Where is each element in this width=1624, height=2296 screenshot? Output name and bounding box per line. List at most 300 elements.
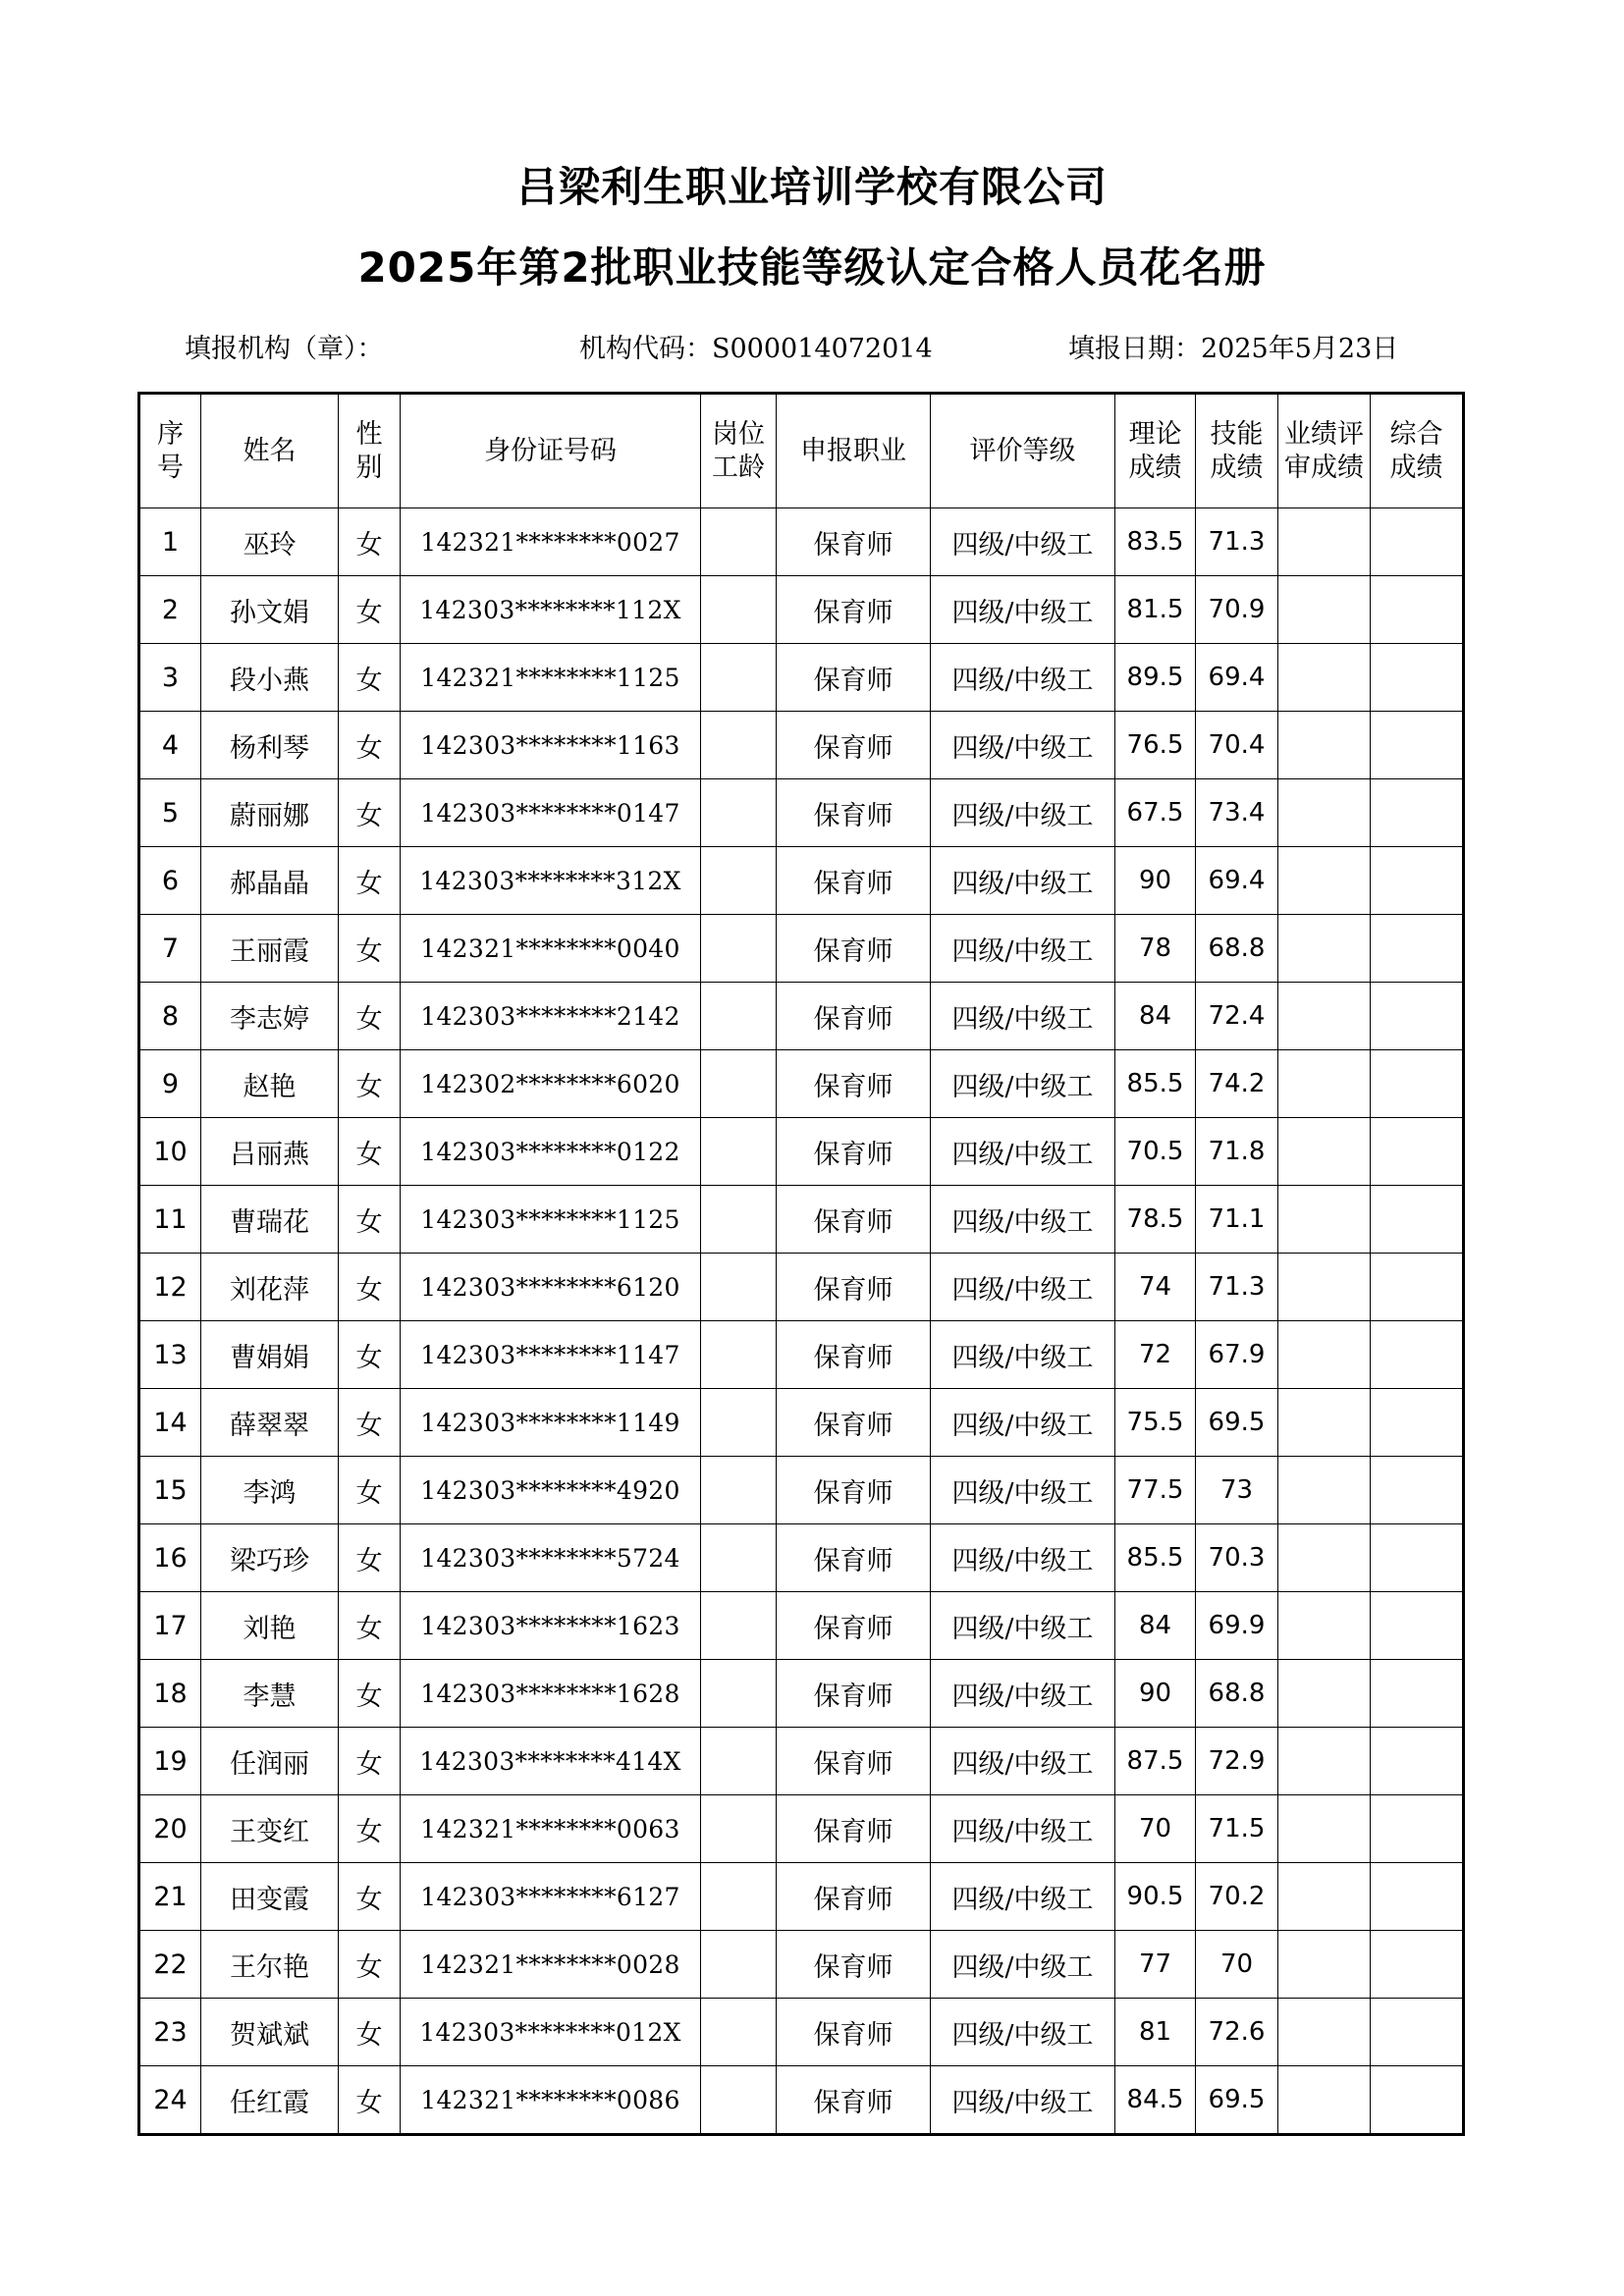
cell-no: 6 (139, 847, 201, 915)
cell-seniority (701, 576, 777, 644)
cell-name: 巫玲 (201, 508, 339, 576)
cell-occupation: 保育师 (777, 576, 931, 644)
cell-seniority (701, 1389, 777, 1457)
table-row (139, 508, 1464, 576)
cell-performance-score (1278, 712, 1371, 779)
cell-seniority (701, 644, 777, 712)
cell-overall-score (1371, 644, 1464, 712)
table-row (139, 847, 1464, 915)
cell-name: 吕丽燕 (201, 1118, 339, 1186)
cell-skill-score: 71.3 (1196, 1254, 1278, 1321)
cell-no: 5 (139, 779, 201, 847)
cell-level: 四级/中级工 (931, 779, 1115, 847)
cell-id-number: 142303********0122 (401, 1118, 701, 1186)
cell-gender: 女 (339, 1728, 401, 1795)
cell-seniority (701, 1186, 777, 1254)
cell-gender: 女 (339, 915, 401, 983)
cell-id-number: 142303********1149 (401, 1389, 701, 1457)
cell-no: 10 (139, 1118, 201, 1186)
cell-occupation: 保育师 (777, 1592, 931, 1660)
table-row (139, 1254, 1464, 1321)
cell-gender: 女 (339, 1863, 401, 1931)
cell-seniority (701, 1795, 777, 1863)
cell-level: 四级/中级工 (931, 1931, 1115, 1999)
cell-gender: 女 (339, 983, 401, 1050)
cell-skill-score: 69.5 (1196, 1389, 1278, 1457)
cell-theory-score: 84 (1115, 1592, 1196, 1660)
cell-gender: 女 (339, 847, 401, 915)
cell-seniority (701, 1660, 777, 1728)
cell-skill-score: 72.6 (1196, 1999, 1278, 2066)
cell-level: 四级/中级工 (931, 1321, 1115, 1389)
cell-overall-score (1371, 1389, 1464, 1457)
cell-id-number: 142303********1623 (401, 1592, 701, 1660)
cell-id-number: 142303********012X (401, 1999, 701, 2066)
cell-no: 18 (139, 1660, 201, 1728)
header-theory-score: 理论成绩 (1115, 394, 1196, 508)
cell-seniority (701, 1728, 777, 1795)
table-row (139, 1389, 1464, 1457)
table-row (139, 1728, 1464, 1795)
cell-gender: 女 (339, 1931, 401, 1999)
table-row (139, 1118, 1464, 1186)
cell-performance-score (1278, 915, 1371, 983)
cell-name: 任红霞 (201, 2066, 339, 2135)
cell-theory-score: 77 (1115, 1931, 1196, 1999)
cell-id-number: 142302********6020 (401, 1050, 701, 1118)
document-title: 吕梁利生职业培训学校有限公司 (515, 163, 1108, 211)
cell-id-number: 142303********6120 (401, 1254, 701, 1321)
cell-gender: 女 (339, 1389, 401, 1457)
cell-seniority (701, 712, 777, 779)
cell-overall-score (1371, 847, 1464, 915)
cell-skill-score: 70.3 (1196, 1524, 1278, 1592)
cell-overall-score (1371, 508, 1464, 576)
cell-overall-score (1371, 1592, 1464, 1660)
cell-no: 3 (139, 644, 201, 712)
fill-date: 填报日期：2025年5月23日 (1068, 334, 1399, 364)
cell-overall-score (1371, 712, 1464, 779)
table-row (139, 1863, 1464, 1931)
cell-gender: 女 (339, 779, 401, 847)
cell-gender: 女 (339, 1524, 401, 1592)
cell-seniority (701, 779, 777, 847)
cell-theory-score: 76.5 (1115, 712, 1196, 779)
cell-no: 13 (139, 1321, 201, 1389)
cell-level: 四级/中级工 (931, 1254, 1115, 1321)
cell-no: 16 (139, 1524, 201, 1592)
cell-gender: 女 (339, 1118, 401, 1186)
cell-theory-score: 67.5 (1115, 779, 1196, 847)
cell-no: 20 (139, 1795, 201, 1863)
cell-skill-score: 70 (1196, 1931, 1278, 1999)
cell-skill-score: 72.4 (1196, 983, 1278, 1050)
cell-skill-score: 69.9 (1196, 1592, 1278, 1660)
cell-gender: 女 (339, 1795, 401, 1863)
cell-no: 21 (139, 1863, 201, 1931)
cell-performance-score (1278, 1050, 1371, 1118)
table-row (139, 1050, 1464, 1118)
cell-level: 四级/中级工 (931, 2066, 1115, 2135)
cell-no: 7 (139, 915, 201, 983)
cell-performance-score (1278, 576, 1371, 644)
cell-level: 四级/中级工 (931, 1728, 1115, 1795)
cell-overall-score (1371, 1050, 1464, 1118)
cell-performance-score (1278, 779, 1371, 847)
cell-level: 四级/中级工 (931, 576, 1115, 644)
cell-gender: 女 (339, 712, 401, 779)
cell-name: 郝晶晶 (201, 847, 339, 915)
cell-name: 段小燕 (201, 644, 339, 712)
cell-occupation: 保育师 (777, 712, 931, 779)
cell-theory-score: 84 (1115, 983, 1196, 1050)
cell-id-number: 142303********414X (401, 1728, 701, 1795)
cell-seniority (701, 1524, 777, 1592)
cell-gender: 女 (339, 1050, 401, 1118)
cell-id-number: 142321********0086 (401, 2066, 701, 2135)
cell-no: 11 (139, 1186, 201, 1254)
cell-theory-score: 78 (1115, 915, 1196, 983)
cell-seniority (701, 847, 777, 915)
cell-occupation: 保育师 (777, 1389, 931, 1457)
cell-level: 四级/中级工 (931, 1186, 1115, 1254)
cell-overall-score (1371, 1321, 1464, 1389)
cell-overall-score (1371, 1999, 1464, 2066)
cell-overall-score (1371, 1186, 1464, 1254)
cell-occupation: 保育师 (777, 1728, 931, 1795)
cell-theory-score: 77.5 (1115, 1457, 1196, 1524)
cell-name: 王丽霞 (201, 915, 339, 983)
cell-overall-score (1371, 576, 1464, 644)
cell-skill-score: 72.9 (1196, 1728, 1278, 1795)
cell-skill-score: 69.5 (1196, 2066, 1278, 2135)
document-subtitle: 2025年第2批职业技能等级认定合格人员花名册 (357, 243, 1267, 292)
cell-occupation: 保育师 (777, 1118, 931, 1186)
cell-skill-score: 70.4 (1196, 712, 1278, 779)
cell-id-number: 142303********1147 (401, 1321, 701, 1389)
cell-seniority (701, 1863, 777, 1931)
cell-gender: 女 (339, 1592, 401, 1660)
table-row (139, 983, 1464, 1050)
cell-no: 2 (139, 576, 201, 644)
cell-seniority (701, 508, 777, 576)
cell-level: 四级/中级工 (931, 1524, 1115, 1592)
cell-skill-score: 70.9 (1196, 576, 1278, 644)
cell-performance-score (1278, 1524, 1371, 1592)
cell-performance-score (1278, 508, 1371, 576)
cell-overall-score (1371, 779, 1464, 847)
cell-skill-score: 69.4 (1196, 644, 1278, 712)
cell-no: 17 (139, 1592, 201, 1660)
cell-id-number: 142303********5724 (401, 1524, 701, 1592)
cell-performance-score (1278, 1321, 1371, 1389)
cell-gender: 女 (339, 576, 401, 644)
header-name: 姓名 (201, 394, 339, 508)
cell-name: 李鸿 (201, 1457, 339, 1524)
cell-theory-score: 74 (1115, 1254, 1196, 1321)
cell-level: 四级/中级工 (931, 847, 1115, 915)
cell-occupation: 保育师 (777, 1524, 931, 1592)
cell-seniority (701, 915, 777, 983)
cell-occupation: 保育师 (777, 847, 931, 915)
table-row (139, 1321, 1464, 1389)
cell-id-number: 142321********0027 (401, 508, 701, 576)
header-level: 评价等级 (931, 394, 1115, 508)
cell-gender: 女 (339, 644, 401, 712)
cell-occupation: 保育师 (777, 1795, 931, 1863)
cell-level: 四级/中级工 (931, 983, 1115, 1050)
cell-seniority (701, 1457, 777, 1524)
table-row (139, 712, 1464, 779)
cell-no: 14 (139, 1389, 201, 1457)
cell-no: 23 (139, 1999, 201, 2066)
cell-no: 8 (139, 983, 201, 1050)
table-row (139, 1931, 1464, 1999)
cell-name: 王变红 (201, 1795, 339, 1863)
cell-seniority (701, 1321, 777, 1389)
cell-id-number: 142303********1163 (401, 712, 701, 779)
cell-seniority (701, 1050, 777, 1118)
cell-skill-score: 71.5 (1196, 1795, 1278, 1863)
cell-id-number: 142303********1125 (401, 1186, 701, 1254)
cell-level: 四级/中级工 (931, 712, 1115, 779)
cell-theory-score: 83.5 (1115, 508, 1196, 576)
cell-performance-score (1278, 1186, 1371, 1254)
header-id-number: 身份证号码 (401, 394, 701, 508)
cell-name: 田变霞 (201, 1863, 339, 1931)
cell-no: 22 (139, 1931, 201, 1999)
cell-gender: 女 (339, 1457, 401, 1524)
cell-occupation: 保育师 (777, 1863, 931, 1931)
cell-name: 王尔艳 (201, 1931, 339, 1999)
cell-name: 刘艳 (201, 1592, 339, 1660)
cell-name: 刘花萍 (201, 1254, 339, 1321)
cell-occupation: 保育师 (777, 1050, 931, 1118)
header-overall-score: 综合成绩 (1371, 394, 1464, 508)
cell-skill-score: 67.9 (1196, 1321, 1278, 1389)
table-row (139, 779, 1464, 847)
cell-performance-score (1278, 983, 1371, 1050)
cell-level: 四级/中级工 (931, 1592, 1115, 1660)
cell-theory-score: 84.5 (1115, 2066, 1196, 2135)
cell-occupation: 保育师 (777, 779, 931, 847)
table-row (139, 644, 1464, 712)
cell-performance-score (1278, 1931, 1371, 1999)
table-row (139, 1660, 1464, 1728)
cell-overall-score (1371, 2066, 1464, 2135)
cell-id-number: 142321********0028 (401, 1931, 701, 1999)
cell-occupation: 保育师 (777, 983, 931, 1050)
cell-level: 四级/中级工 (931, 644, 1115, 712)
cell-skill-score: 70.2 (1196, 1863, 1278, 1931)
cell-occupation: 保育师 (777, 1660, 931, 1728)
cell-overall-score (1371, 1254, 1464, 1321)
cell-performance-score (1278, 2066, 1371, 2135)
cell-name: 曹娟娟 (201, 1321, 339, 1389)
cell-overall-score (1371, 1660, 1464, 1728)
cell-level: 四级/中级工 (931, 1863, 1115, 1931)
header-occupation: 申报职业 (777, 394, 931, 508)
cell-occupation: 保育师 (777, 508, 931, 576)
cell-gender: 女 (339, 508, 401, 576)
cell-theory-score: 89.5 (1115, 644, 1196, 712)
cell-no: 15 (139, 1457, 201, 1524)
cell-performance-score (1278, 644, 1371, 712)
cell-skill-score: 68.8 (1196, 915, 1278, 983)
table-row (139, 576, 1464, 644)
cell-seniority (701, 2066, 777, 2135)
cell-occupation: 保育师 (777, 2066, 931, 2135)
cell-id-number: 142321********1125 (401, 644, 701, 712)
cell-theory-score: 90.5 (1115, 1863, 1196, 1931)
cell-overall-score (1371, 1118, 1464, 1186)
cell-name: 蔚丽娜 (201, 779, 339, 847)
cell-no: 24 (139, 2066, 201, 2135)
cell-overall-score (1371, 1457, 1464, 1524)
cell-seniority (701, 1592, 777, 1660)
cell-theory-score: 81.5 (1115, 576, 1196, 644)
header-seniority: 岗位工龄 (701, 394, 777, 508)
cell-performance-score (1278, 1389, 1371, 1457)
cell-level: 四级/中级工 (931, 1389, 1115, 1457)
header-no: 序号 (139, 394, 201, 508)
table-row (139, 1186, 1464, 1254)
cell-overall-score (1371, 983, 1464, 1050)
cell-no: 9 (139, 1050, 201, 1118)
table-row (139, 2066, 1464, 2135)
cell-id-number: 142303********112X (401, 576, 701, 644)
cell-theory-score: 78.5 (1115, 1186, 1196, 1254)
cell-gender: 女 (339, 2066, 401, 2135)
cell-theory-score: 90 (1115, 1660, 1196, 1728)
cell-theory-score: 85.5 (1115, 1524, 1196, 1592)
cell-overall-score (1371, 1524, 1464, 1592)
cell-seniority (701, 1118, 777, 1186)
cell-skill-score: 71.1 (1196, 1186, 1278, 1254)
cell-performance-score (1278, 1592, 1371, 1660)
table-row (139, 1524, 1464, 1592)
cell-performance-score (1278, 1118, 1371, 1186)
cell-level: 四级/中级工 (931, 1999, 1115, 2066)
cell-performance-score (1278, 1457, 1371, 1524)
cell-id-number: 142303********0147 (401, 779, 701, 847)
cell-theory-score: 87.5 (1115, 1728, 1196, 1795)
organization-code: 机构代码：S000014072014 (579, 334, 933, 364)
table-row (139, 1457, 1464, 1524)
cell-id-number: 142321********0063 (401, 1795, 701, 1863)
header-performance-score: 业绩评审成绩 (1278, 394, 1371, 508)
cell-level: 四级/中级工 (931, 508, 1115, 576)
cell-occupation: 保育师 (777, 1999, 931, 2066)
header-gender: 性别 (339, 394, 401, 508)
cell-id-number: 142303********312X (401, 847, 701, 915)
cell-performance-score (1278, 847, 1371, 915)
cell-seniority (701, 1254, 777, 1321)
cell-performance-score (1278, 1999, 1371, 2066)
cell-no: 12 (139, 1254, 201, 1321)
cell-skill-score: 74.2 (1196, 1050, 1278, 1118)
cell-theory-score: 85.5 (1115, 1050, 1196, 1118)
cell-id-number: 142303********4920 (401, 1457, 701, 1524)
cell-id-number: 142303********2142 (401, 983, 701, 1050)
table-header-row (139, 394, 1464, 508)
cell-skill-score: 68.8 (1196, 1660, 1278, 1728)
cell-name: 贺斌斌 (201, 1999, 339, 2066)
cell-overall-score (1371, 915, 1464, 983)
cell-skill-score: 71.3 (1196, 508, 1278, 576)
cell-name: 曹瑞花 (201, 1186, 339, 1254)
cell-seniority (701, 983, 777, 1050)
table-row (139, 1592, 1464, 1660)
cell-gender: 女 (339, 1660, 401, 1728)
fill-organization-label: 填报机构（章）： (185, 334, 384, 364)
cell-occupation: 保育师 (777, 1186, 931, 1254)
cell-gender: 女 (339, 1254, 401, 1321)
cell-id-number: 142303********1628 (401, 1660, 701, 1728)
cell-skill-score: 73 (1196, 1457, 1278, 1524)
cell-gender: 女 (339, 1321, 401, 1389)
cell-name: 李志婷 (201, 983, 339, 1050)
cell-overall-score (1371, 1728, 1464, 1795)
cell-id-number: 142321********0040 (401, 915, 701, 983)
cell-skill-score: 69.4 (1196, 847, 1278, 915)
cell-occupation: 保育师 (777, 915, 931, 983)
cell-level: 四级/中级工 (931, 1660, 1115, 1728)
cell-overall-score (1371, 1863, 1464, 1931)
cell-performance-score (1278, 1254, 1371, 1321)
cell-theory-score: 81 (1115, 1999, 1196, 2066)
cell-name: 薛翠翠 (201, 1389, 339, 1457)
cell-name: 任润丽 (201, 1728, 339, 1795)
cell-no: 19 (139, 1728, 201, 1795)
cell-no: 4 (139, 712, 201, 779)
cell-gender: 女 (339, 1999, 401, 2066)
cell-seniority (701, 1999, 777, 2066)
cell-seniority (701, 1931, 777, 1999)
cell-name: 梁巧珍 (201, 1524, 339, 1592)
cell-occupation: 保育师 (777, 644, 931, 712)
cell-performance-score (1278, 1795, 1371, 1863)
cell-overall-score (1371, 1931, 1464, 1999)
cell-id-number: 142303********6127 (401, 1863, 701, 1931)
cell-name: 孙文娟 (201, 576, 339, 644)
cell-occupation: 保育师 (777, 1931, 931, 1999)
cell-occupation: 保育师 (777, 1457, 931, 1524)
cell-skill-score: 73.4 (1196, 779, 1278, 847)
cell-name: 赵艳 (201, 1050, 339, 1118)
cell-performance-score (1278, 1863, 1371, 1931)
table-row (139, 1999, 1464, 2066)
cell-performance-score (1278, 1660, 1371, 1728)
cell-theory-score: 72 (1115, 1321, 1196, 1389)
cell-name: 杨利琴 (201, 712, 339, 779)
cell-occupation: 保育师 (777, 1254, 931, 1321)
roster-table (137, 392, 1465, 2136)
cell-performance-score (1278, 1728, 1371, 1795)
cell-level: 四级/中级工 (931, 1457, 1115, 1524)
cell-name: 李慧 (201, 1660, 339, 1728)
table-row (139, 915, 1464, 983)
cell-no: 1 (139, 508, 201, 576)
cell-theory-score: 75.5 (1115, 1389, 1196, 1457)
cell-theory-score: 70.5 (1115, 1118, 1196, 1186)
cell-level: 四级/中级工 (931, 1050, 1115, 1118)
cell-level: 四级/中级工 (931, 1118, 1115, 1186)
cell-skill-score: 71.8 (1196, 1118, 1278, 1186)
cell-theory-score: 70 (1115, 1795, 1196, 1863)
cell-level: 四级/中级工 (931, 1795, 1115, 1863)
cell-gender: 女 (339, 1186, 401, 1254)
